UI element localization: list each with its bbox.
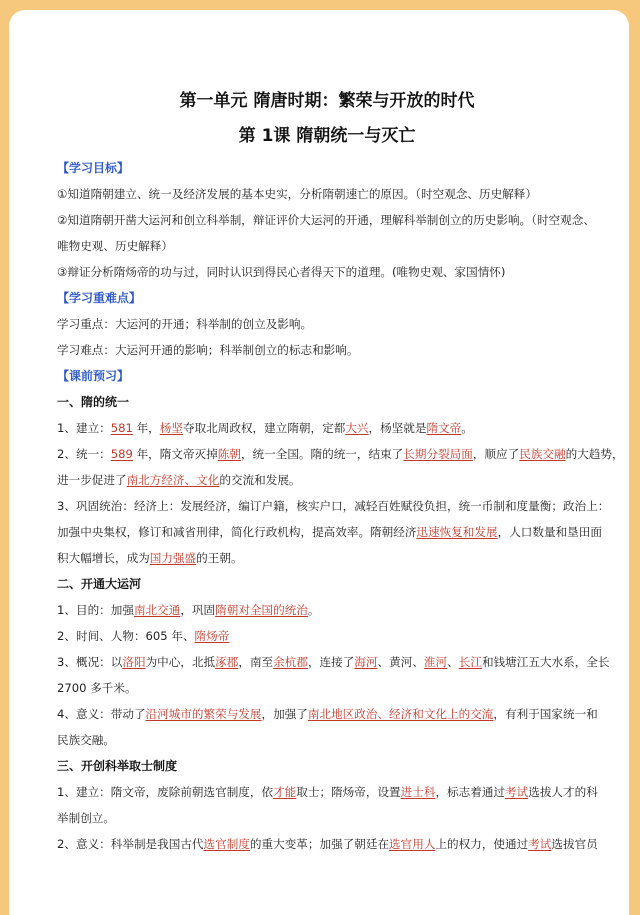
text-run: 的王朝。 bbox=[196, 551, 243, 565]
text-line bbox=[57, 181, 617, 207]
text-run: ，南至 bbox=[238, 655, 274, 669]
text-line bbox=[57, 597, 617, 623]
text-run: 一、隋的统一 bbox=[57, 395, 130, 409]
text-run: 加强中央集权，修订和减省刑律，简化行政机构，提高效率。隋朝经济 bbox=[57, 525, 417, 539]
text-run: 、 bbox=[447, 655, 459, 669]
text-line bbox=[57, 415, 617, 441]
text-run: 唯物史观、历史解释） bbox=[57, 239, 173, 253]
answer-blank: 陈朝 bbox=[217, 447, 241, 461]
answer-blank: 国力强盛 bbox=[149, 551, 197, 565]
text-run: 的交流和发展。 bbox=[219, 473, 301, 487]
text-run: 2、时间、人物：605 年、 bbox=[57, 629, 195, 643]
answer-blank: 洛阳 bbox=[122, 655, 146, 669]
text-run: ，统一全国。隋的统一，结束了 bbox=[240, 447, 404, 461]
text-run: 年，隋文帝灭掉 bbox=[132, 447, 218, 461]
text-line bbox=[57, 545, 617, 571]
text-line bbox=[57, 779, 617, 805]
text-run: ，巩固 bbox=[180, 603, 216, 617]
text-run: 2、统一： bbox=[57, 447, 111, 461]
text-run: 夺取北周政权，建立隋朝，定都 bbox=[182, 421, 346, 435]
text-line bbox=[57, 519, 617, 545]
text-line bbox=[57, 233, 617, 259]
text-run: 和钱塘江五大水系，全长 bbox=[481, 655, 610, 669]
answer-blank: 民族交融 bbox=[519, 447, 566, 461]
answer-blank: 581 bbox=[110, 421, 133, 435]
text-line bbox=[57, 467, 617, 493]
answer-blank: 选官制度 bbox=[203, 837, 250, 851]
answer-blank: 隋朝对全国的统治 bbox=[215, 603, 308, 617]
text-line bbox=[57, 701, 617, 727]
text-run: 二、开通大运河 bbox=[57, 577, 142, 591]
text-run: ，杨坚就是 bbox=[368, 421, 427, 435]
text-run: 选拔人才的科 bbox=[528, 785, 598, 799]
answer-blank: 南北交通 bbox=[133, 603, 181, 617]
text-run: 取士；隋炀帝，设置 bbox=[296, 785, 401, 799]
text-run: ，顺应了 bbox=[472, 447, 520, 461]
text-line bbox=[57, 831, 617, 857]
answer-blank: 沿河城市的繁荣与发展 bbox=[145, 707, 262, 721]
text-line bbox=[57, 441, 624, 467]
text-run: 4、意义：带动了 bbox=[57, 707, 146, 721]
answer-blank: 南北地区政治、经济和文化上的交流 bbox=[307, 707, 494, 721]
answer-blank: 589 bbox=[110, 447, 133, 461]
answer-blank: 杨坚 bbox=[159, 421, 183, 435]
answer-blank: 进士科 bbox=[400, 785, 436, 799]
text-line bbox=[57, 675, 617, 701]
lesson-title: 第 1课 隋朝统一与灭亡 bbox=[238, 126, 416, 146]
text-run: 积大幅增长，成为 bbox=[57, 551, 150, 565]
text-run: 、黄河、 bbox=[377, 655, 424, 669]
text-line bbox=[57, 311, 617, 337]
text-run: ，加强了 bbox=[261, 707, 308, 721]
text-run: 举制创立。 bbox=[57, 811, 115, 825]
answer-blank: 考试 bbox=[505, 785, 529, 799]
text-run: ，人口数量和垦田面 bbox=[497, 525, 602, 539]
text-run: ，连接了 bbox=[307, 655, 355, 669]
text-run: 1、建立：隋文帝，废除前朝选官制度，依 bbox=[57, 785, 274, 799]
answer-blank: 长期分裂局面 bbox=[403, 447, 473, 461]
subsection-heading bbox=[57, 571, 617, 597]
text-line bbox=[57, 727, 617, 753]
unit-title: 第一单元 隋唐时期：繁荣与开放的时代 bbox=[179, 91, 475, 111]
text-line bbox=[57, 623, 617, 649]
text-run: ②知道隋朝开凿大运河和创立科举制，辩证评价大运河的开通，理解科举制创立的历史影响。（时空观念、 bbox=[57, 213, 595, 227]
text-run: ①知道隋朝建立、统一及经济发展的基本史实，分析隋朝速亡的原因。（时空观念、历史解释） bbox=[57, 187, 537, 201]
section-heading bbox=[57, 155, 617, 181]
section-heading bbox=[57, 285, 617, 311]
text-run: 民族交融。 bbox=[57, 733, 115, 747]
text-run: 年， bbox=[132, 421, 160, 435]
text-run: 进一步促进了 bbox=[57, 473, 127, 487]
page-sheet bbox=[9, 10, 629, 915]
text-run: 2、意义：科举制是我国古代 bbox=[57, 837, 204, 851]
text-line bbox=[57, 649, 617, 675]
text-line bbox=[57, 805, 617, 831]
subsection-heading bbox=[57, 753, 617, 779]
answer-blank: 涿郡 bbox=[215, 655, 239, 669]
text-run: 选拔官员 bbox=[551, 837, 598, 851]
text-run: 【学习目标】 bbox=[57, 161, 130, 175]
text-run: ，有利于国家统一和 bbox=[493, 707, 598, 721]
text-line bbox=[57, 207, 617, 233]
answer-blank: 海河 bbox=[354, 655, 378, 669]
text-run: 3、概况：以 bbox=[57, 655, 123, 669]
text-run: ③辩证分析隋炀帝的功与过，同时认识到得民心者得天下的道理。(唯物史观、家国情怀) bbox=[57, 265, 506, 279]
text-run: 3、巩固统治：经济上：发展经济，编订户籍，核实户口，减轻百姓赋役负担，统一币制和度量衡；政治上： bbox=[57, 499, 610, 513]
answer-blank: 选官用人 bbox=[389, 837, 436, 851]
text-run: 1、目的：加强 bbox=[57, 603, 134, 617]
text-line bbox=[57, 493, 617, 519]
text-run: 三、开创科举取士制度 bbox=[57, 759, 178, 773]
text-run: 【课前预习】 bbox=[57, 369, 130, 383]
answer-blank: 余杭郡 bbox=[273, 655, 308, 669]
answer-blank: 大兴 bbox=[345, 421, 369, 435]
text-run: 2700 多千米。 bbox=[57, 681, 137, 695]
section-heading bbox=[57, 363, 617, 389]
subsection-heading bbox=[57, 389, 617, 415]
text-line bbox=[57, 259, 617, 285]
answer-blank: 南北方经济、文化 bbox=[126, 473, 220, 487]
answer-blank: 淮河 bbox=[423, 655, 448, 669]
document-body bbox=[57, 155, 624, 857]
text-run: 【学习重难点】 bbox=[57, 291, 142, 305]
text-run: 1、建立： bbox=[57, 421, 111, 435]
text-run: 学习难点：大运河开通的影响；科举制创立的标志和影响。 bbox=[57, 343, 359, 357]
answer-blank: 隋文帝 bbox=[426, 421, 462, 435]
text-run: 的重大变革；加强了朝廷在 bbox=[249, 837, 390, 851]
text-run: 学习重点：大运河的开通；科举制的创立及影响。 bbox=[57, 317, 313, 331]
answer-blank: 迅速恢复和发展 bbox=[416, 525, 498, 539]
answer-blank: 长江 bbox=[458, 655, 482, 669]
text-run: ，标志着通过 bbox=[435, 785, 506, 799]
text-line bbox=[57, 337, 617, 363]
answer-blank: 才能 bbox=[273, 785, 297, 799]
text-run: 上的权力，使通过 bbox=[435, 837, 529, 851]
text-run: 的大趋势， bbox=[565, 447, 624, 461]
text-run: 。 bbox=[461, 421, 473, 435]
text-run: 为中心，北抵 bbox=[145, 655, 216, 669]
answer-blank: 隋炀帝 bbox=[194, 629, 230, 643]
answer-blank: 考试 bbox=[528, 837, 552, 851]
text-run: 。 bbox=[307, 603, 320, 617]
